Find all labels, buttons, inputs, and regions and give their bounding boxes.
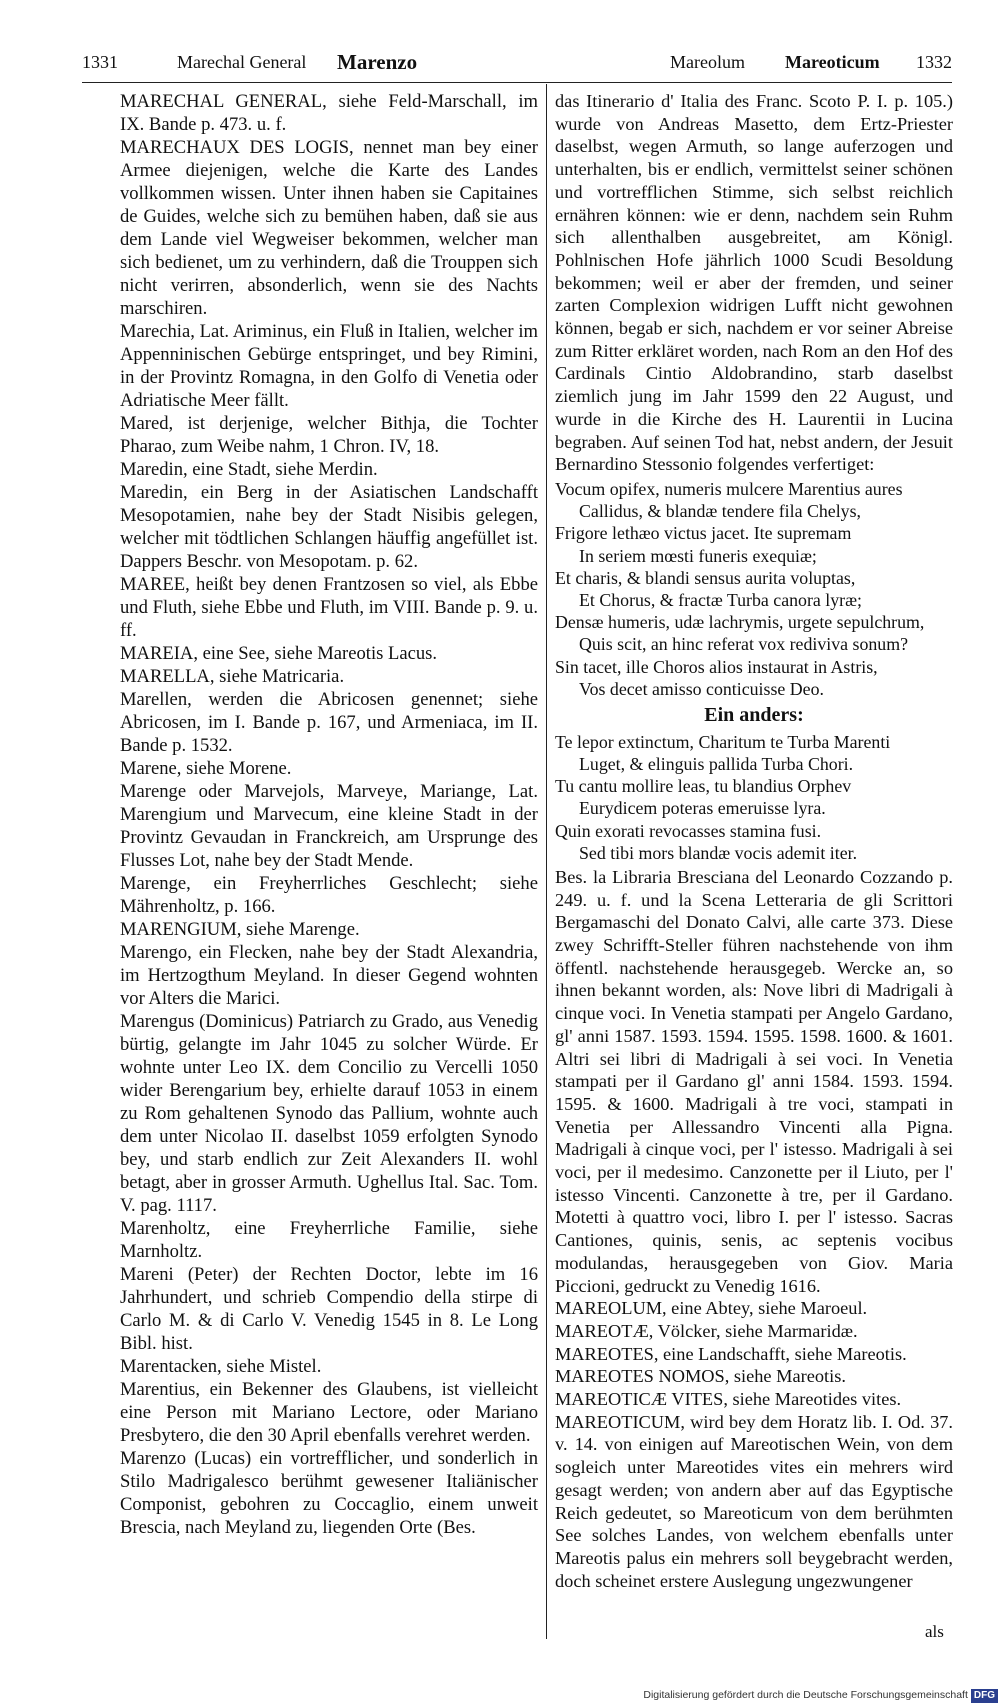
header-rule: [82, 82, 952, 83]
entry-maredin-berg: Maredin, ein Berg in der Asiatischen Landschafft Mesopotamien, nahe bey der Stadt Nisibis gelegen, welcher mit tödtlichen Schlangen häuffig angefüllet ist. Dappers Beschr. von Mesopotam. p. 62.: [120, 482, 538, 572]
poem-line: Luget, & elinguis pallida Turba Chori.: [579, 753, 854, 774]
entry-maree: MAREE, heißt bey denen Frantzosen so viel, als Ebbe und Fluth, siehe Ebbe und Fluth, im VIII. Bande p. 9. u. ff.: [120, 574, 538, 641]
entry-mareia: MAREIA, eine See, siehe Mareotis Lacus.: [120, 643, 438, 664]
entry-marenge-geschlecht: Marenge, ein Freyherrliches Geschlecht; siehe Mährenholtz, p. 166.: [120, 873, 538, 917]
entry-mareotae: MAREOTÆ, Völcker, siehe Marmaridæ.: [555, 1320, 858, 1341]
poem-line: Quis scit, an hinc referat vox rediviva sonum?: [579, 634, 909, 655]
poem-line: Vocum opifex, numeris mulcere Marentius aures: [555, 478, 903, 499]
entry-marenge-stadt: Marenge oder Marvejols, Marveye, Mariange, Lat. Marengium und Marvecum, eine kleine Stadt in der Provintz Gevaudan in Franckreich, am Ursprunge des Flusses Lot, nahe bey der Stadt Mende.: [120, 781, 538, 871]
poem-line: Et charis, & blandi sensus aurita voluptas,: [555, 567, 856, 588]
poem-line: Vos decet amisso conticuisse Deo.: [579, 678, 824, 699]
poem-line: Eurydicem poteras emeruisse lyra.: [579, 798, 826, 819]
poem-line: Frigore lethæo victus jacet. Ite supremam: [555, 523, 852, 544]
header-title-right-2: Mareoticum: [785, 52, 880, 72]
digitization-footer: [643, 1686, 1000, 1704]
header-title-left-2: Marenzo: [337, 50, 418, 74]
entry-mareni: Mareni (Peter) der Rechten Doctor, lebte im 16 Jahrhundert, und schrieb Compendio della stirpe di Carlo M. & di Carlo V. Venedig 1545 in 8. Le Long Bibl. hist.: [120, 1264, 538, 1354]
entry-marellen: Marellen, werden die Abricosen genennet; siehe Abricosen, im I. Bande p. 167, und Armeniaca, im II. Bande p. 1532.: [120, 689, 538, 756]
entry-mared: Mared, ist derjenige, welcher Bithja, die Tochter Pharao, zum Weibe nahm, 1 Chron. IV, 18.: [120, 413, 538, 457]
epitaph-poem-2: [555, 731, 953, 864]
column-divider: [546, 84, 547, 1639]
header-title-right-1: Mareolum: [670, 52, 745, 72]
entry-marengium: MARENGIUM, siehe Marenge.: [120, 919, 360, 940]
epitaph-poem-1: [555, 478, 953, 700]
footer-text: Digitalisierung gefördert durch die Deutsche Forschungsgemeinschaft: [643, 1689, 968, 1701]
marenzo-continued: das Itinerario d' Italia des Franc. Scoto P. I. p. 105.) wurde von Andreas Masetto, dem Ertz-Priester daselbst, wegen Armuth, so lange auferzogen und unterhalten, bis er endlich, vermittelst seiner schönen und vortrefflichen Stimme, sich selbst reichlich ernähren können: wie er denn, nachdem sein Ruhm sich allenthalben ausgebreitet, am Königl. Pohlnischen Hofe jährlich 1000 Scudi Besoldung bekommen; weil er aber der fremden, und seiner zarten Complexion widrigen Lufft nicht gewohnen können, begab er sich, nachdem er vor seiner Abreise zum Ritter erkläret worden, nach Rom an den Hof des Cardinals Cintio Aldobrandino, starb daselbst ziemlich jung im Jahr 1599 den 22 August, und wurde in die Kirche des H. Laurentii in Lucina begraben. Auf seinen Tod hat, nebst andern, der Jesuit Bernardino Stessonio folgendes verfertiget:: [555, 91, 953, 475]
poem-line: Tu cantu mollire leas, tu blandius Orphev: [555, 776, 852, 797]
entry-marengo: Marengo, ein Flecken, nahe bey der Stadt Alexandria, im Hertzogthum Meyland. In dieser Gegend wohnten vor Alters die Marici.: [120, 942, 538, 1009]
entry-marenholtz: Marenholtz, eine Freyherrliche Familie, siehe Marnholtz.: [120, 1218, 538, 1262]
entry-mareoticae-vites: MAREOTICÆ VITES, siehe Mareotides vites.: [555, 1389, 902, 1410]
catchword: als: [925, 1622, 944, 1641]
header-title-left-1: Marechal General: [177, 52, 307, 72]
poem-line: In seriem mœsti funeris exequiæ;: [579, 545, 817, 566]
entry-marene: Marene, siehe Morene.: [120, 758, 292, 779]
poem-line: Et Chorus, & fractæ Turba canora lyræ;: [579, 589, 862, 610]
entry-marechaux-des-logis: MARECHAUX DES LOGIS, nennet man bey einer Armee diejenigen, welche die Karte des Landes vollkommen wissen. Unter ihnen haben sie Capitaines de Guides, welche sich zu bemühen haben, daß sie aus dem Lande viel Wegweiser bekommen, welcher man sich bedienet, um zu verhindern, daß die Trouppen sich nicht verirren, absonderlich, wenn sie des Nachts marschiren.: [120, 137, 538, 319]
entry-mareotes-nomos: MAREOTES NOMOS, siehe Mareotis.: [555, 1366, 846, 1387]
entry-maredin-stadt: Maredin, eine Stadt, siehe Merdin.: [120, 459, 378, 480]
entry-mareolum: MAREOLUM, eine Abtey, siehe Maroeul.: [555, 1298, 868, 1319]
entry-mareoticum: MAREOTICUM, wird bey dem Horatz lib. I. Od. 37. v. 14. von einigen auf Mareotischen Wein, von dem sogleich unter Mareotides vites ein mehrers wird gesagt werden; von andern aber auf das Egyptische Reich gedeutet, so Mareoticum von dem berühmten See solches Landes, von welchem ebenfalls unter Mareotis palus ein mehrers soll beygebracht werden, doch scheinet erstere Auslegung ungezwungener: [555, 1411, 953, 1591]
poem-line: Sed tibi mors blandæ vocis ademit iter.: [579, 842, 858, 863]
entry-works-list: Bes. la Libraria Bresciana del Leonardo Cozzando p. 249. u. f. und la Scena Letteraria de gli Scrittori Bergamaschi del Donato Calvi, alle carte 373. Diese zwey Schrifft-Steller führen nachstehende von ihm öffentl. nachstehende herausgegeb. Wercke an, so ihnen bekannt worden, als: Nove libri di Madrigali à cinque voci. In Venetia stampati per Angelo Gardano, gl' anni 1587. 1593. 1594. 1595. 1598. 1600. & 1601. Altri sei libri di Madrigali à sei voci. In Venetia stampati per il Gardano gl' anni 1584. 1593. 1594. 1595. & 1600. Madrigali à tre voci, stampati in Venetia per Allessandro Vincenti alla Pigna. Madrigali à cinque voci, per l' istesso. Madrigali à sei voci, per il medesimo. Canzonette per il Liuto, per l' istesso Vincenti. Canzonette à tre, per il Gardano. Motetti à quattro voci, libro I. per l' istesso. Sacras Cantiones, quinis, senis, ac septenis vocibus modulandas, herausgegeben von Giov. Maria Piccioni, gedruckt zu Venedig 1616.: [555, 866, 953, 1296]
right-column: [555, 90, 953, 1592]
page-number-left: 1331: [82, 52, 118, 72]
poem-line: Callidus, & blandæ tendere fila Chelys,: [579, 501, 861, 522]
poem-line: Densæ humeris, udæ lachrymis, urgete sepulchrum,: [555, 612, 925, 633]
poem-line: Quin exorati revocasses stamina fusi.: [555, 820, 822, 841]
running-header: [82, 52, 952, 80]
poem-subheading: Ein anders:: [704, 703, 804, 726]
entry-marechia: Marechia, Lat. Ariminus, ein Fluß in Italien, welcher im Appenninischen Gebürge entspringet, und bey Rimini, in der Provintz Romagna, in den Golfo di Venetia oder Adriatische Meer fällt.: [120, 321, 538, 411]
entry-marengus: Marengus (Dominicus) Patriarch zu Grado, aus Venedig bürtig, gelangte im Jahr 1045 zu solcher Würde. Er wohnte unter Leo IX. dem Concilio zu Vercelli 1050 wider Berengarium bey, erhielte darauf 1053 in einem zu Rom gehaltenen Synodo das Pallium, wohnte auch dem unter Nicolao II. daselbst 1059 erfolgten Synodo bey, und starb endlich zur Zeit Alexanders II. wohl betagt, aber in grosser Armuth. Ughellus Ital. Sac. Tom. V. pag. 1117.: [120, 1011, 538, 1216]
entry-marenzo: Marenzo (Lucas) ein vortrefflicher, und sonderlich in Stilo Madrigalesco berühmt gewesener Italiänischer Componist, gebohren zu Coccaglio, einem unweit Brescia, nach Meyland zu, liegenden Orte (Bes.: [120, 1448, 538, 1538]
poem-line: Te lepor extinctum, Charitum te Turba Marenti: [555, 731, 891, 752]
entry-marella: MARELLA, siehe Matricaria.: [120, 666, 345, 687]
dfg-logo: DFG: [971, 1689, 998, 1703]
entry-marechal-general: MARECHAL GENERAL, siehe Feld-Marschall, im IX. Bande p. 473. u. f.: [120, 91, 538, 135]
entry-mareotes: MAREOTES, eine Landschafft, siehe Mareotis.: [555, 1343, 907, 1364]
page-number-right: 1332: [916, 52, 952, 72]
entry-marentius: Marentius, ein Bekenner des Glaubens, ist vielleicht eine Person mit Mariano Lectore, oder Mariano Presbytero, die den 30 April ebenfalls verehret werden.: [120, 1379, 538, 1446]
poem-line: Sin tacet, ille Choros alios instaurat in Astris,: [555, 656, 878, 677]
entry-marentacken: Marentacken, siehe Mistel.: [120, 1356, 322, 1377]
left-column: [120, 90, 538, 1539]
